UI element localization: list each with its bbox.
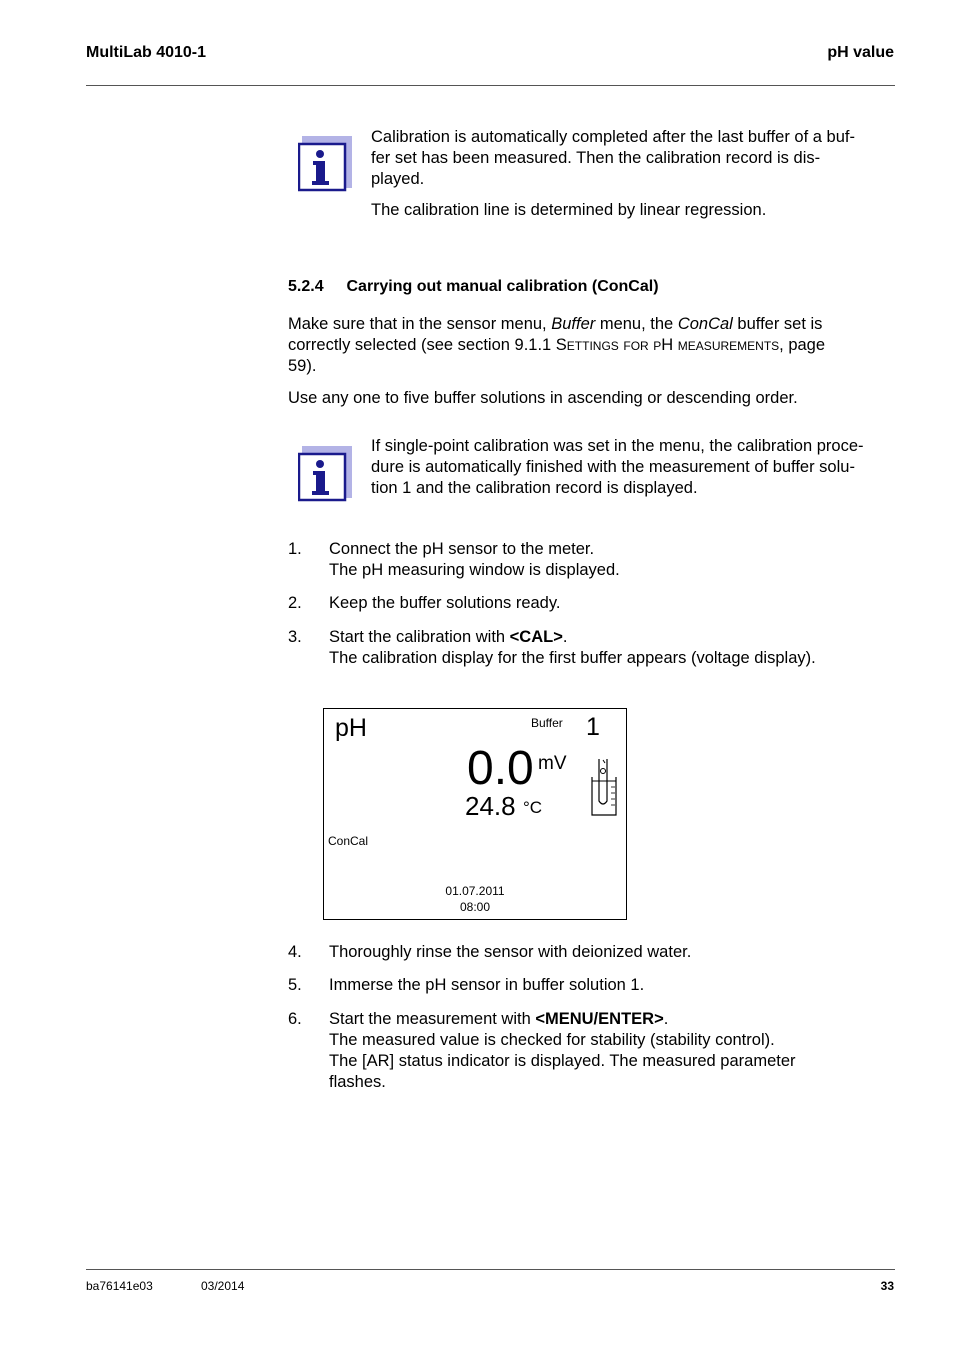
step-4: Thoroughly rinse the sensor with deionized water. <box>329 943 692 961</box>
step-text: The [AR] status indicator is displayed. The measured parameter <box>329 1052 796 1070</box>
intro-bufferset-name: ConCal <box>677 315 733 333</box>
step-text: . <box>663 1010 669 1028</box>
intro-menu-name: Buffer <box>551 315 596 333</box>
intro-text: 59). <box>288 357 317 375</box>
note1-para2: The calibration line is determined by linear regression. <box>371 201 767 219</box>
step-number: 5. <box>288 976 302 994</box>
step-text: Start the calibration with <box>329 628 510 646</box>
note1-line: played. <box>371 170 425 188</box>
footer-doc-id: ba76141e03 <box>86 1279 153 1293</box>
display-value-unit: mV <box>538 753 567 774</box>
header-section: pH value <box>827 44 894 61</box>
step-number: 3. <box>288 628 302 646</box>
section-title: Carrying out manual calibration (ConCal) <box>346 278 659 295</box>
display-temp-unit: °C <box>523 798 543 817</box>
display-date: 01.07.2011 <box>445 884 505 898</box>
header-title: MultiLab 4010-1 <box>86 44 207 61</box>
display-buffer-number: 1 <box>586 713 600 741</box>
intro-text: correctly selected (see section 9.1.1 <box>288 336 556 354</box>
key-menu-enter: <MENU/ENTER> <box>535 1010 664 1028</box>
intro-text: menu, the <box>595 315 678 333</box>
step-number: 6. <box>288 1010 302 1028</box>
sensor-in-beaker-icon <box>590 757 618 817</box>
intro-text: buffer set is <box>732 315 823 333</box>
footer-date: 03/2014 <box>201 1279 245 1293</box>
info-icon <box>298 136 352 192</box>
display-main-value: 0.0 <box>467 742 534 795</box>
note2-line: If single-point calibration was set in the menu, the calibration proce- <box>371 437 864 455</box>
display-temperature: 24.8 <box>465 791 516 821</box>
step-2: Keep the buffer solutions ready. <box>329 594 561 612</box>
step-number: 1. <box>288 540 302 558</box>
section-heading <box>288 278 659 296</box>
display-time: 08:00 <box>459 900 491 914</box>
step-text: Connect the pH sensor to the meter. <box>329 540 595 558</box>
step-3 <box>329 627 816 669</box>
step-text: Start the measurement with <box>329 1010 536 1028</box>
footer-rule <box>86 1269 895 1270</box>
meter-display <box>323 708 627 920</box>
display-buffer-label: Buffer <box>531 716 563 730</box>
intro-text: , page <box>779 336 826 354</box>
step-text: The pH measuring window is displayed. <box>329 561 620 579</box>
intro-text: Make sure that in the sensor menu, <box>288 315 552 333</box>
step-text: . <box>562 628 568 646</box>
step-number: 2. <box>288 594 302 612</box>
step-1 <box>329 539 620 581</box>
header-rule <box>86 85 895 86</box>
intro-section-ref: Settings for pH measurements <box>555 336 780 354</box>
step-5: Immerse the pH sensor in buffer solution 1. <box>329 976 645 994</box>
display-mode: ConCal <box>328 834 369 848</box>
page-number: 33 <box>880 1279 894 1293</box>
note2-text <box>371 436 895 499</box>
intro-paragraph-2: Use any one to five buffer solutions in ascending or descending order. <box>288 389 798 407</box>
intro-paragraph <box>288 314 888 377</box>
step-text: The measured value is checked for stability (stability control). <box>329 1031 775 1049</box>
note1-line: fer set has been measured. Then the calibration record is dis- <box>371 149 821 167</box>
note1-text <box>371 127 895 190</box>
step-6 <box>329 1009 796 1093</box>
info-icon <box>298 446 352 502</box>
step-text: flashes. <box>329 1073 386 1091</box>
step-number: 4. <box>288 943 302 961</box>
key-cal: <CAL> <box>509 628 563 646</box>
display-parameter: pH <box>335 714 367 742</box>
note1-line: Calibration is automatically completed after the last buffer of a buf- <box>371 128 855 146</box>
step-text: The calibration display for the first buffer appears (voltage display). <box>329 649 816 667</box>
note2-line: dure is automatically finished with the measurement of buffer solu- <box>371 458 855 476</box>
section-number: 5.2.4 <box>288 278 324 295</box>
note2-line: tion 1 and the calibration record is displayed. <box>371 479 698 497</box>
